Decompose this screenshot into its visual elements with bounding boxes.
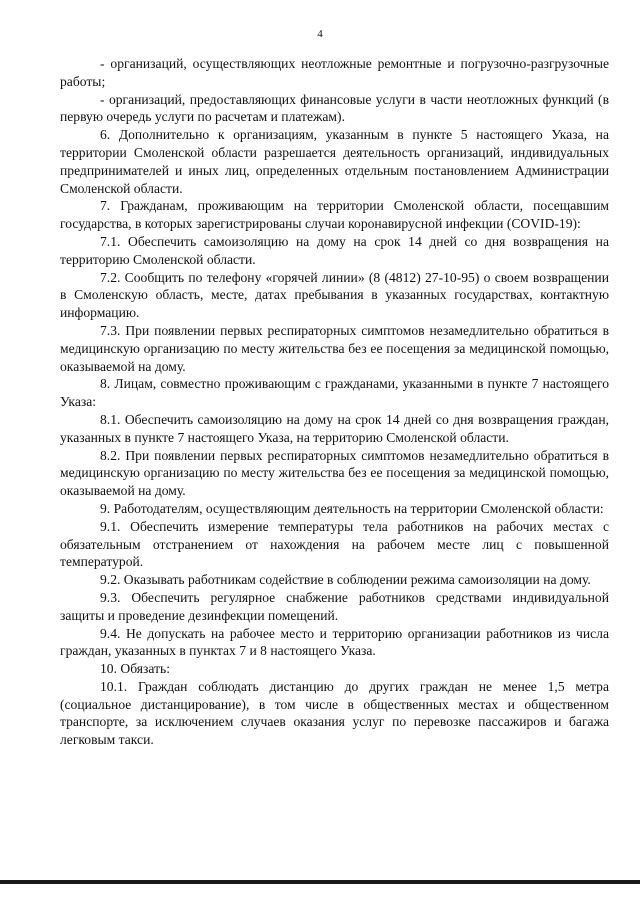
list-item: - организаций, осуществляющих неотложные ремонтные и погрузочно-разгрузочные работы; xyxy=(60,56,609,89)
page-number: 4 xyxy=(317,28,323,40)
paragraph-6: 6. Дополнительно к организациям, указанным в пункте 5 настоящего Указа, на территории Смоленской области разрешается деятельность организаций, индивидуальных предпринимателей и иных лиц, определенных отдельным постановлением Администрации Смоленской области. xyxy=(60,127,609,196)
paragraph-9-4: 9.4. Не допускать на рабочее место и территорию организации работников из числа граждан, указанных в пунктах 7 и 8 настоящего Указа. xyxy=(60,625,609,659)
paragraph-9: 9. Работодателям, осуществляющим деятельность на территории Смоленской области: xyxy=(100,500,604,516)
paragraph-9-1: 9.1. Обеспечить измерение температуры тела работников на рабочих местах с обязательным отстранением от нахождения на рабочем месте лиц с повышенной температурой. xyxy=(60,518,609,570)
paragraph-7-1: 7.1. Обеспечить самоизоляцию на дому на срок 14 дней со дня возвращения на территорию Смоленской области. xyxy=(60,233,609,267)
paragraph-9-2: 9.2. Оказывать работникам содействие в соблюдении режима самоизоляции на дому. xyxy=(100,572,591,588)
paragraph-10-1: 10.1. Граждан соблюдать дистанцию до других граждан не менее 1,5 метра (социальное дистанцирование), в том числе в общественных местах и общественном транспорте, за исключением случаев оказания услуг по перевозке пассажиров и багажа легковым такси. xyxy=(60,678,609,748)
document-body xyxy=(60,55,609,749)
paragraph-7-2: 7.2. Сообщить по телефону «горячей линии» (8 (4812) 27-10-95) о своем возвращении в Смоленскую область, месте, датах пребывания в указанных государствах, контактную информацию. xyxy=(60,269,609,321)
list-item: - организаций, предоставляющих финансовые услуги в части неотложных функций (в первую очередь услуги по расчетам и платежам). xyxy=(60,91,609,125)
bottom-scan-edge xyxy=(0,880,640,884)
paragraph-7: 7. Гражданам, проживающим на территории Смоленской области, посещавшим государства, в которых зарегистрированы случаи коронавирусной инфекции (COVID-19): xyxy=(60,198,609,232)
paragraph-8-2: 8.2. При появлении первых респираторных симптомов незамедлительно обратиться в медицинскую организацию по месту жительства без ее посещения за медицинской помощью, оказываемой на дому. xyxy=(60,447,609,499)
paragraph-8-1: 8.1. Обеспечить самоизоляцию на дому на срок 14 дней со дня возвращения граждан, указанных в пункте 7 настоящего Указа, на территорию Смоленской области. xyxy=(60,411,609,445)
paragraph-10: 10. Обязать: xyxy=(100,661,171,677)
paragraph-8: 8. Лицам, совместно проживающим с гражданами, указанными в пункте 7 настоящего Указа: xyxy=(60,376,609,410)
paragraph-7-3: 7.3. При появлении первых респираторных симптомов незамедлительно обратиться в медицинскую организацию по месту жительства без ее посещения за медицинской помощью, оказываемой на дому. xyxy=(60,322,609,374)
paragraph-9-3: 9.3. Обеспечить регулярное снабжение работников средствами индивидуальной защиты и проведение дезинфекции помещений. xyxy=(60,589,609,623)
